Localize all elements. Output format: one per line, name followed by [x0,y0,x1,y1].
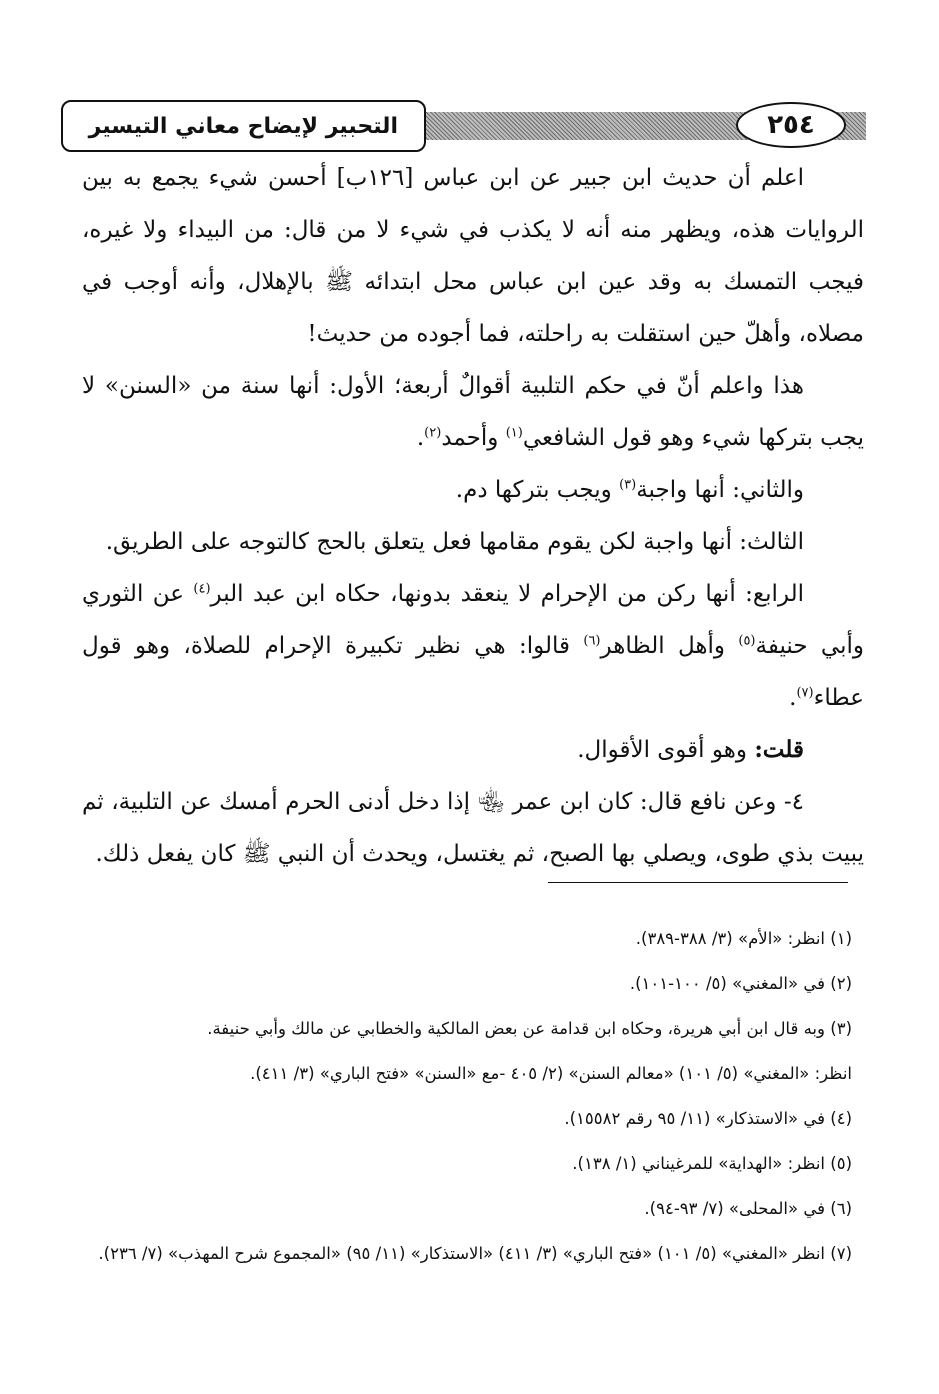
page-header [80,96,866,156]
footnote-ref-3: (٣) [619,477,637,493]
paragraph-3-text-b: ويجب بتركها دم. [455,477,620,503]
paragraph-5-text-d: قالوا: هي نظير تكبيرة الإحرام للصلاة، وهو قول عطاء [82,633,864,711]
book-title: التحبير لإيضاح معاني التيسير [61,100,426,152]
qultu-label: قلت: [754,736,804,763]
paragraph-4: الثالث: أنها واجبة لكن يقوم مقامها فعل يتعلق بالحج كالتوجه على الطريق. [105,529,804,555]
footnote-separator [548,882,848,883]
paragraph-2-text-c: . [416,425,425,451]
paragraph-2-text-a: هذا واعلم أنّ في حكم التلبية أقوالٌ أربعة؛ الأول: أنها سنة من «السنن» لا يجب بتركها شيء وهو قول الشافعي [82,373,864,451]
paragraph-5-text-c: وأهل الظاهر [600,633,739,659]
paragraph-2-text-b: وأحمد [441,425,506,451]
footnote-7: (٧) انظر «المغني» (٥/ ١٠١) «فتح الباري» (٣/ ٤١١) «الاستذكار» (١١/ ٩٥) «المجموع شرح المهذب» (٧/ ٢٣٦). [98,1244,852,1263]
paragraph-7: ٤- وعن نافع قال: كان ابن عمر ﵄ إذا دخل أدنى الحرم أمسك عن التلبية، ثم يبيت بذي طوى، ويصلي بها الصبح، ثم يغتسل، ويحدث أن النبي ﷺ كان يفعل ذلك. [82,789,864,867]
main-text [82,152,864,880]
paragraph-6-text: وهو أقوى الأقوال. [577,737,755,763]
footnote-3: (٣) وبه قال ابن أبي هريرة، وحكاه ابن قدامة عن بعض المالكية والخطابي عن مالك وأبي حنيفة. [207,1019,852,1038]
paragraph-5 [82,568,864,724]
footnote-1: (١) انظر: «الأم» (٣/ ٣٨٨-٣٨٩). [635,929,852,948]
footnote-4: (٤) في «الاستذكار» (١١/ ٩٥ رقم ١٥٥٨٢). [564,1109,852,1128]
footnote-ref-2: (٢) [424,425,442,441]
paragraph-3-text-a: والثاني: أنها واجبة [636,477,804,503]
page-number: ٢٥٤ [736,102,846,148]
paragraph-3 [82,464,864,516]
footnote-ref-6: (٦) [583,633,601,649]
paragraph-1: اعلم أن حديث ابن جبير عن ابن عباس [١٢٦ب] أحسن شيء يجمع به بين الروايات هذه، ويظهر منه أنه لا يكذب في شيء لا من قال: من البيداء ولا غيره، فيجب التمسك به وقد عين ابن عباس محل ابتدائه ﷺ بالإهلال، وأنه أوجب في مصلاه، وأهلّ حين استقلت به راحلته، فما أجوده من حديث! [82,165,864,347]
paragraph-5-text-e: . [789,685,797,711]
footnote-ref-4: (٤) [193,581,211,597]
footnote-6: (٦) في «المحلى» (٧/ ٩٣-٩٤). [644,1199,852,1218]
footnote-ref-5: (٥) [738,633,756,649]
paragraph-5-text-b: عن الثوري وأبي حنيفة [82,581,864,659]
footnote-2: (٢) في «المغني» (٥/ ١٠٠-١٠١). [629,974,852,993]
footnote-5: (٥) انظر: «الهداية» للمرغيناني (١/ ١٣٨). [572,1154,852,1173]
paragraph-2 [82,360,864,464]
footnote-ref-7: (٧) [796,685,814,701]
footnote-ref-1: (١) [505,425,523,441]
footnotes [82,916,852,1276]
footnote-3-continued: انظر: «المغني» (٥/ ١٠١) «معالم السنن» (٢/ ٤٠٥ -مع «السنن» «فتح الباري» (٣/ ٤١١). [250,1064,852,1083]
paragraph-6 [82,724,864,776]
paragraph-5-text-a: الرابع: أنها ركن من الإحرام لا ينعقد بدونها، حكاه ابن عبد البر [210,581,804,607]
